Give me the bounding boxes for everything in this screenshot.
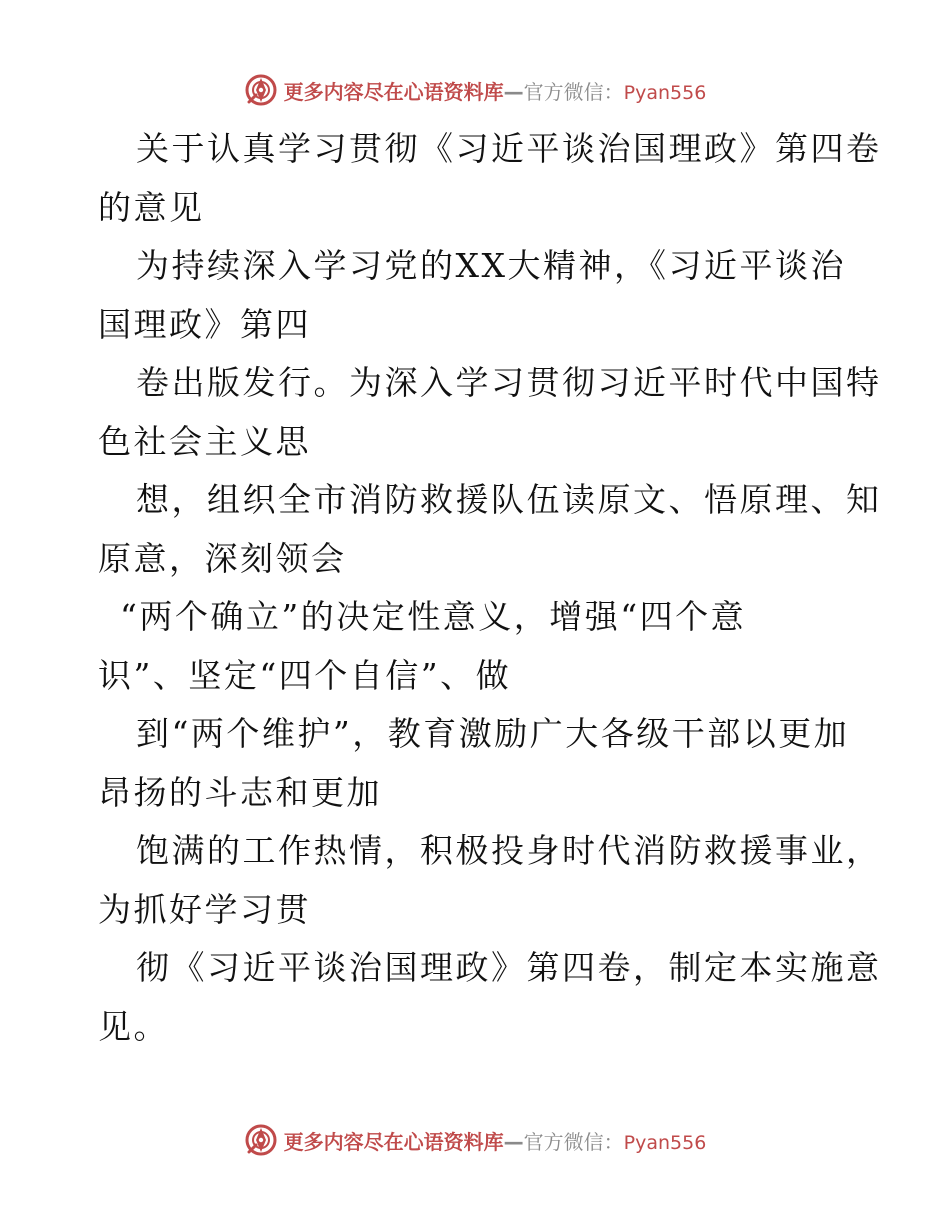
- paragraph-line: 到“两个维护”，教育激励广大各级干部以更加: [136, 714, 850, 753]
- document-title-line-2: 的意见: [98, 187, 205, 227]
- watermark-main-text: 更多内容尽在心语资料库: [283, 1129, 504, 1154]
- footer-watermark: [0, 1120, 950, 1160]
- watermark-wechat-label: 官方微信：: [523, 1129, 624, 1154]
- watermark-wechat-label: 官方微信：: [523, 79, 624, 104]
- paragraph-line: 为持续深入学习党的XX大精神，《习近平谈治: [136, 246, 846, 285]
- paragraph-line: 想，组织全市消防救援队伍读原文、悟原理、知: [136, 480, 882, 519]
- paragraph-line: 彻《习近平谈治国理政》第四卷，制定本实施意: [136, 948, 882, 987]
- watermark-text: [284, 1126, 707, 1155]
- watermark-main-text: 更多内容尽在心语资料库: [283, 79, 504, 104]
- watermark-group: [244, 1123, 707, 1157]
- header-watermark: [0, 70, 950, 110]
- paragraph-line: 国理政》第四: [98, 304, 311, 344]
- watermark-separator: —: [503, 79, 524, 104]
- paragraph-line: 识”、坚定“四个自信”、做: [98, 655, 512, 695]
- watermark-wechat-id: Pyan556: [623, 1131, 707, 1154]
- paragraph-line: 色社会主义思: [98, 421, 311, 461]
- paragraph-line: 原意，深刻领会: [98, 538, 347, 578]
- document-title-line-1: 关于认真学习贯彻《习近平谈治国理政》第四卷: [136, 129, 882, 168]
- paragraph-line: 见。: [98, 1006, 169, 1046]
- watermark-separator: —: [503, 1129, 524, 1154]
- paragraph-line: 饱满的工作热情，积极投身时代消防救援事业，: [136, 831, 882, 870]
- paragraph-line: “两个确立”的决定性意义，增强“四个意: [120, 597, 747, 636]
- document-body: [98, 120, 882, 1056]
- watermark-wechat-id: Pyan556: [623, 81, 707, 104]
- paragraph-line: 为抓好学习贯: [98, 889, 311, 929]
- paragraph-line: 昂扬的斗志和更加: [98, 772, 382, 812]
- watermark-text: [284, 76, 707, 105]
- paragraph-line: 卷出版发行。为深入学习贯彻习近平时代中国特: [136, 363, 882, 402]
- pen-nib-circle-icon: [244, 1123, 278, 1157]
- pen-nib-circle-icon: [244, 73, 278, 107]
- watermark-group: [244, 73, 707, 107]
